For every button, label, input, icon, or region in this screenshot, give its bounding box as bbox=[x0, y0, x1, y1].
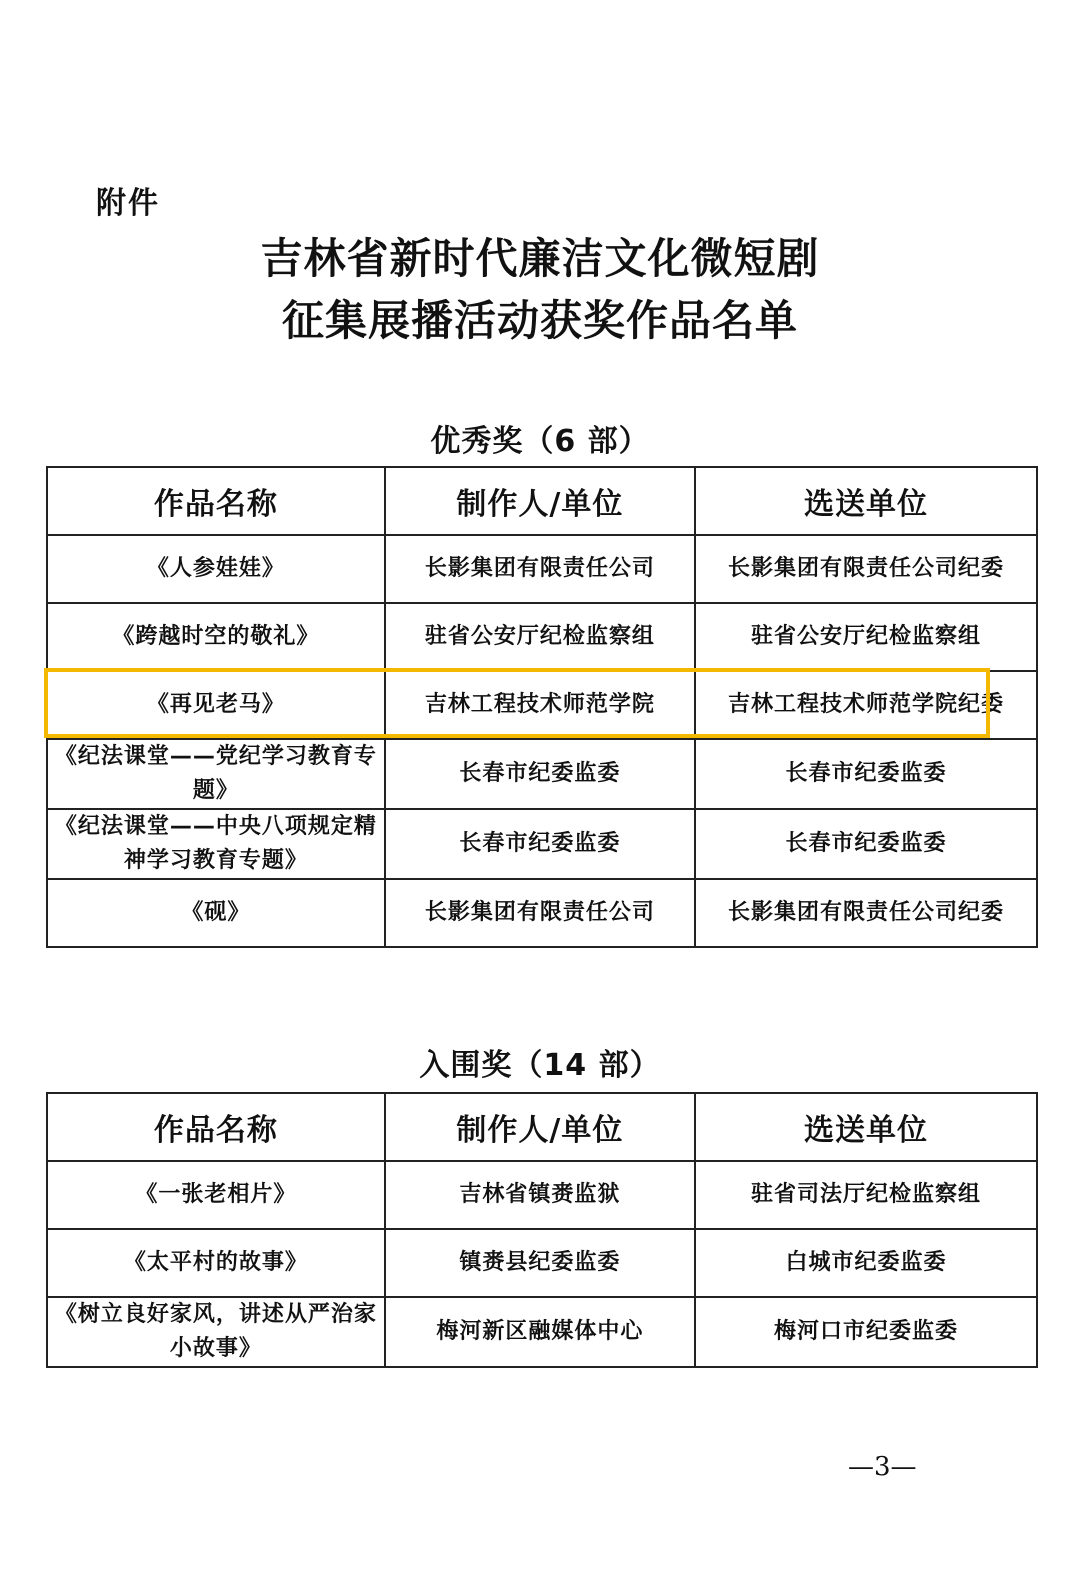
table-row bbox=[47, 1297, 1037, 1367]
document-title-line-1: 吉林省新时代廉洁文化微短剧 bbox=[260, 234, 820, 283]
submitter-cell: 白城市纪委监委 bbox=[695, 1229, 1037, 1297]
section-heading-excellence: 优秀奖（6 部） bbox=[430, 424, 650, 459]
submitter-cell: 驻省司法厅纪检监察组 bbox=[695, 1161, 1037, 1229]
table-row bbox=[47, 1229, 1037, 1297]
column-header-producer: 制作人/单位 bbox=[385, 1093, 695, 1161]
submitter-cell: 吉林工程技术师范学院纪委 bbox=[695, 671, 1037, 739]
producer-cell: 吉林工程技术师范学院 bbox=[385, 671, 695, 739]
producer-cell: 梅河新区融媒体中心 bbox=[385, 1297, 695, 1367]
page-number: —3— bbox=[848, 1452, 917, 1482]
producer-cell: 长影集团有限责任公司 bbox=[385, 535, 695, 603]
column-header-work: 作品名称 bbox=[47, 1093, 385, 1161]
column-header-submitter: 选送单位 bbox=[695, 1093, 1037, 1161]
producer-cell: 驻省公安厅纪检监察组 bbox=[385, 603, 695, 671]
table-header-row bbox=[47, 467, 1037, 535]
table-row-highlighted bbox=[47, 671, 1037, 739]
work-cell: 《纪法课堂——中央八项规定精神学习教育专题》 bbox=[47, 809, 385, 879]
attachment-label: 附件 bbox=[96, 186, 160, 221]
work-cell: 《再见老马》 bbox=[47, 671, 385, 739]
submitter-cell: 梅河口市纪委监委 bbox=[695, 1297, 1037, 1367]
producer-cell: 长影集团有限责任公司 bbox=[385, 879, 695, 947]
producer-cell: 长春市纪委监委 bbox=[385, 809, 695, 879]
submitter-cell: 长影集团有限责任公司纪委 bbox=[695, 535, 1037, 603]
work-cell: 《太平村的故事》 bbox=[47, 1229, 385, 1297]
column-header-submitter: 选送单位 bbox=[695, 467, 1037, 535]
work-cell: 《人参娃娃》 bbox=[47, 535, 385, 603]
work-cell: 《跨越时空的敬礼》 bbox=[47, 603, 385, 671]
submitter-cell: 驻省公安厅纪检监察组 bbox=[695, 603, 1037, 671]
producer-cell: 吉林省镇赉监狱 bbox=[385, 1161, 695, 1229]
table-header-row bbox=[47, 1093, 1037, 1161]
document-title-line-2: 征集展播活动获奖作品名单 bbox=[281, 296, 798, 345]
producer-cell: 镇赉县纪委监委 bbox=[385, 1229, 695, 1297]
table-row bbox=[47, 879, 1037, 947]
work-cell: 《树立良好家风，讲述从严治家小故事》 bbox=[47, 1297, 385, 1367]
column-header-producer: 制作人/单位 bbox=[385, 467, 695, 535]
section-heading-finalist: 入围奖（14 部） bbox=[419, 1048, 661, 1083]
table-row bbox=[47, 739, 1037, 809]
table-row bbox=[47, 603, 1037, 671]
producer-cell: 长春市纪委监委 bbox=[385, 739, 695, 809]
table-row bbox=[47, 809, 1037, 879]
table-row bbox=[47, 1161, 1037, 1229]
submitter-cell: 长春市纪委监委 bbox=[695, 739, 1037, 809]
submitter-cell: 长春市纪委监委 bbox=[695, 809, 1037, 879]
work-cell: 《砚》 bbox=[47, 879, 385, 947]
finalist-award-table bbox=[46, 1092, 1038, 1368]
excellence-award-table bbox=[46, 466, 1038, 948]
work-cell: 《纪法课堂——党纪学习教育专题》 bbox=[47, 739, 385, 809]
column-header-work: 作品名称 bbox=[47, 467, 385, 535]
submitter-cell: 长影集团有限责任公司纪委 bbox=[695, 879, 1037, 947]
table-row bbox=[47, 535, 1037, 603]
work-cell: 《一张老相片》 bbox=[47, 1161, 385, 1229]
